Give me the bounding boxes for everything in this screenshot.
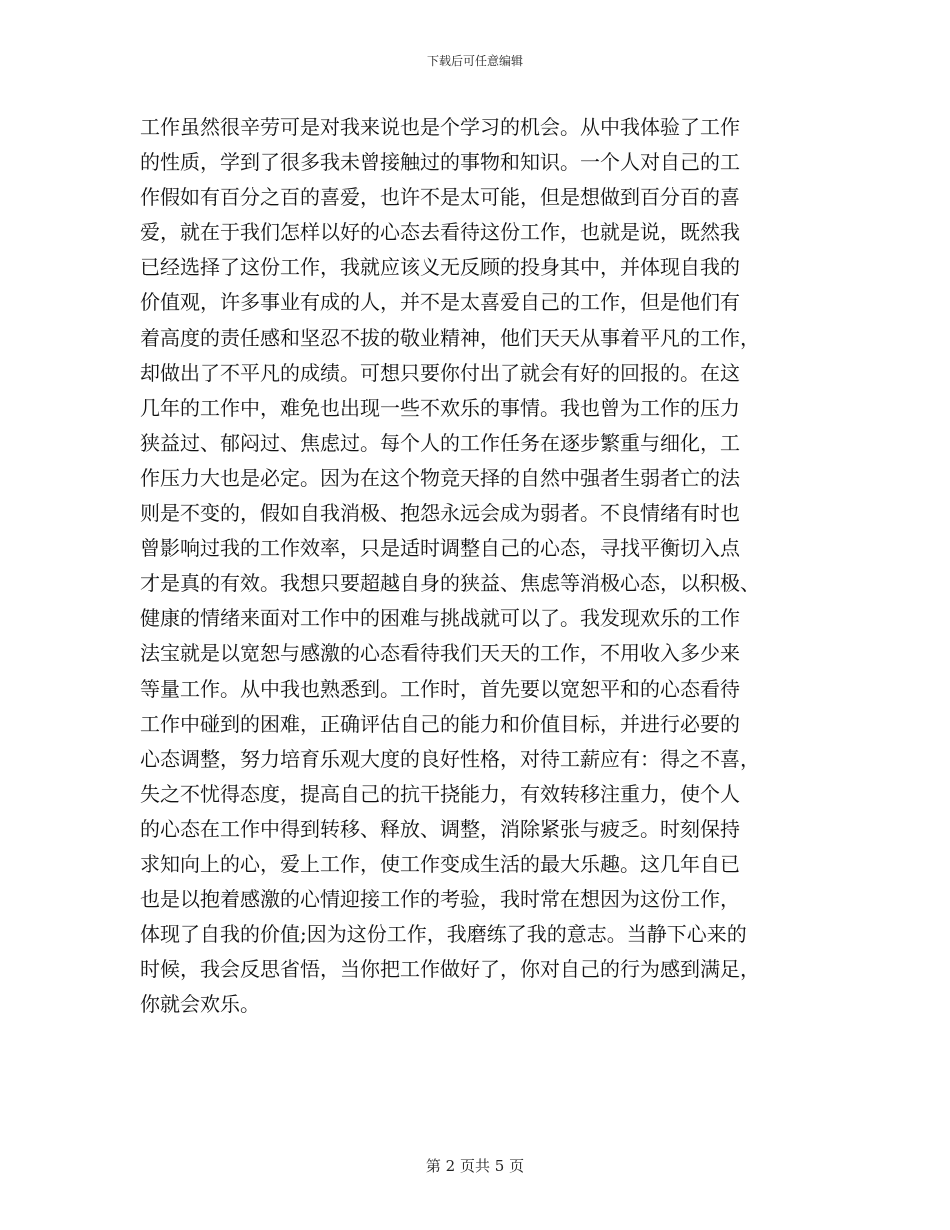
text-line: 也是以抱着感激的心情迎接工作的考验，我时常在想因为这份工作， [140,887,740,912]
page-footer: 第 2 页共 5 页 [425,1157,525,1175]
text-line: 失之不忧得态度，提高自己的抗干挠能力，有效转移注重力，使个人 [140,781,740,806]
text-line: 的心态在工作中得到转移、释放、调整，消除紧张与疲乏。时刻保持 [140,816,740,841]
text-line: 爱，就在于我们怎样以好的心态去看待这份工作，也就是说，既然我 [140,220,740,245]
text-line: 才是真的有效。我想只要超越自身的狭益、焦虑等消极心态，以积极、 [140,571,760,596]
text-line: 健康的情绪来面对工作中的困难与挑战就可以了。我发现欢乐的工作 [140,606,740,631]
text-line: 求知向上的心，爱上工作，使工作变成生活的最大乐趣。这几年自已 [140,851,740,876]
text-line: 几年的工作中，难免也出现一些不欢乐的事情。我也曾为工作的压力 [140,395,740,420]
body-paragraph [140,110,812,1022]
text-line: 时候，我会反思省悟，当你把工作做好了，你对自己的行为感到满足， [140,957,760,982]
page-header: 下载后可任意编辑 [426,54,523,68]
text-line: 的性质，学到了很多我未曾接触过的事物和知识。一个人对自己的工 [140,150,740,175]
text-line: 作压力大也是必定。因为在这个物竞天择的自然中强者生弱者亡的法 [140,465,740,490]
text-line: 则是不变的，假如自我消极、抱怨永远会成为弱者。不良情绪有时也 [140,501,740,526]
text-line: 工作中碰到的困难，正确评估自己的能力和价值目标，并进行必要的 [140,711,740,736]
text-line: 却做出了不平凡的成绩。可想只要你付出了就会有好的回报的。在这 [140,360,740,385]
text-line: 你就会欢乐。 [140,992,260,1017]
text-line: 法宝就是以宽恕与感激的心态看待我们天天的工作，不用收入多少来 [140,641,740,666]
text-line: 体现了自我的价值;因为这份工作，我磨练了我的意志。当静下心来的 [140,922,747,947]
text-line: 着高度的责任感和坚忍不拔的敬业精神，他们天天从事着平凡的工作， [140,325,760,350]
text-line: 作假如有百分之百的喜爱，也许不是太可能，但是想做到百分百的喜 [140,185,740,210]
text-line: 心态调整，努力培育乐观大度的良好性格，对待工薪应有：得之不喜， [140,746,760,771]
text-line: 狭益过、郁闷过、焦虑过。每个人的工作任务在逐步繁重与细化，工 [140,430,740,455]
text-line: 等量工作。从中我也熟悉到。工作时，首先要以宽恕平和的心态看待 [140,676,740,701]
text-line: 工作虽然很辛劳可是对我来说也是个学习的机会。从中我体验了工作 [140,115,740,139]
text-line: 曾影响过我的工作效率，只是适时调整自己的心态，寻找平衡切入点 [140,536,740,561]
text-line: 已经选择了这份工作，我就应该义无反顾的投身其中，并体现自我的 [140,255,740,280]
text-line: 价值观，许多事业有成的人，并不是太喜爱自己的工作，但是他们有 [140,290,740,315]
